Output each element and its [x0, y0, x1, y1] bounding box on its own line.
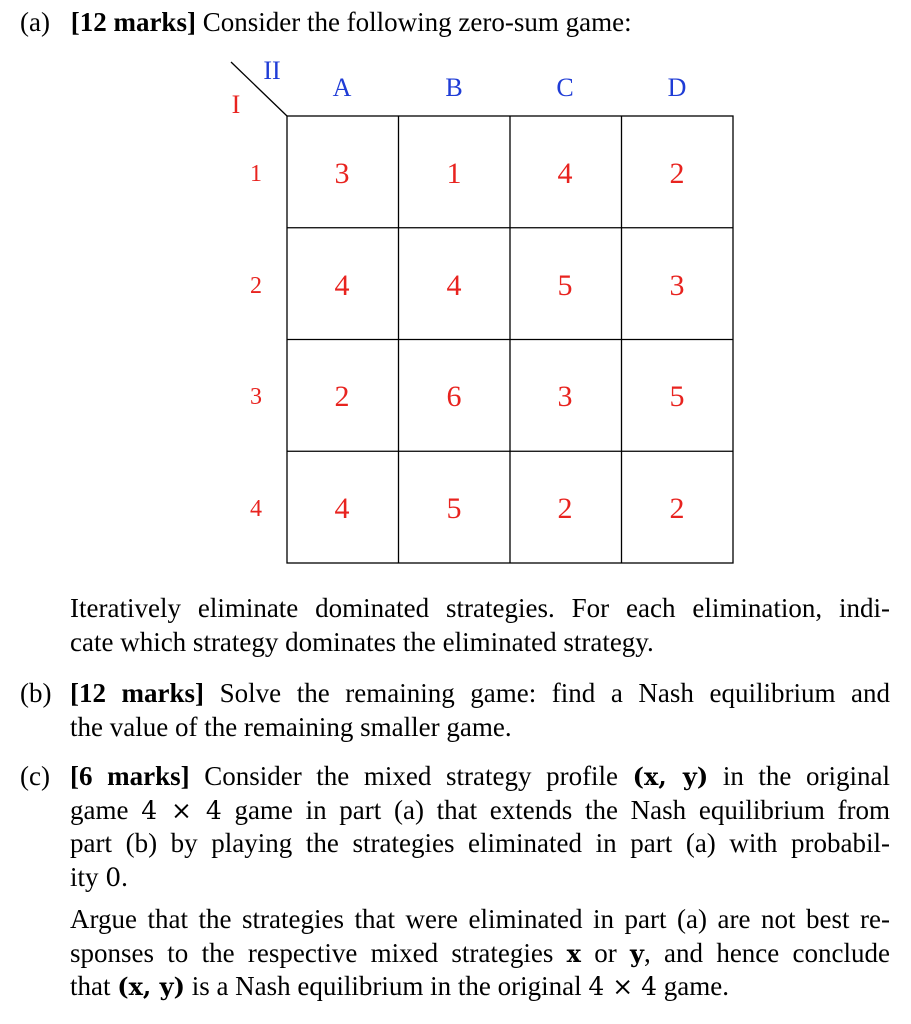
part-c-p2-line-2-post: , and hence conclude: [644, 937, 891, 968]
part-b-line-2: the value of the remaining smaller game.: [70, 711, 512, 742]
strategy-y-math: y: [630, 938, 644, 968]
part-c: [20, 760, 890, 1004]
payoff-1-b: 1: [446, 157, 462, 190]
part-a-intro: Consider the following zero-sum game:: [202, 7, 632, 37]
game-size-math: 4 × 4: [141, 795, 222, 825]
part-a-instruction-line-1: Iteratively eliminate dominated strategies. For each elimination, indi-: [70, 593, 890, 623]
payoff-3-d: 5: [669, 380, 685, 413]
part-a-marks: [12 marks]: [70, 7, 196, 37]
row-label-4: 4: [250, 496, 262, 522]
payoff-1-a: 3: [334, 157, 350, 190]
part-c-line-4-pre: ity: [70, 861, 99, 892]
payoff-2-a: 4: [334, 269, 350, 302]
payoff-4-d: 2: [669, 492, 685, 525]
part-c-p2-line-3-post: game.: [663, 971, 730, 1001]
part-c-line-1: [70, 760, 890, 794]
part-c-line-2: [70, 794, 890, 828]
payoff-1-c: 4: [557, 157, 573, 190]
game-size-math-2: 4 × 4: [588, 972, 658, 1001]
part-c-line-1-post: in the original: [722, 761, 890, 791]
part-c-p2-line-2-pre: sponses to the respective mixed strategies: [70, 937, 554, 968]
part-c-line-4-post: .: [121, 861, 128, 892]
part-c-line-1-pre: Consider the mixed strategy profile: [204, 761, 619, 791]
part-c-p2-line-3: [70, 970, 890, 1004]
part-c-p2-line-3-mid: is a Nash equilibrium in the original: [191, 971, 582, 1001]
part-b-line-1-text: Solve the remaining game: find a Nash equilibrium and: [219, 678, 891, 708]
grid: [287, 116, 733, 563]
part-c-line-2-pre: game: [70, 794, 129, 825]
part-b-label: (b): [20, 678, 52, 708]
player-col-label: II: [263, 56, 281, 85]
payoff-1-d: 2: [669, 157, 685, 190]
part-c-label: (c): [20, 761, 50, 791]
column-label-a: A: [332, 73, 352, 102]
payoff-3-c: 3: [557, 380, 573, 413]
payoff-3-b: 6: [446, 380, 462, 413]
part-c-marks: [6 marks]: [70, 761, 190, 791]
payoff-4-b: 5: [446, 492, 462, 525]
payoff-2-d: 3: [669, 269, 685, 302]
part-c-p2-line-2: [70, 937, 890, 971]
part-a-label: (a): [20, 7, 50, 37]
row-label-2: 2: [250, 273, 262, 299]
part-c-line-2-post: game in part (a) that extends the Nash equilibrium from: [234, 794, 891, 825]
part-c-p2-line-3-pre: that: [70, 971, 111, 1001]
part-a-instruction-line-2: cate which strategy dominates the eliminated strategy.: [70, 626, 654, 657]
payoff-3-a: 2: [334, 380, 350, 413]
part-a-instruction: [70, 592, 890, 659]
part-c-line-3: part (b) by playing the strategies eliminated in part (a) with probabil-: [70, 828, 890, 858]
column-label-d: D: [667, 73, 687, 102]
part-c-p2-line-1: Argue that the strategies that were eliminated in part (a) are not best re-: [70, 904, 890, 934]
row-label-3: 3: [250, 384, 262, 410]
strategy-x-math: x: [566, 938, 581, 968]
part-c-p2-or: or: [594, 937, 617, 968]
payoff-4-c: 2: [557, 492, 573, 525]
payoff-2-c: 5: [557, 269, 573, 302]
profile-xy-math-2: (x, y): [117, 972, 185, 1001]
payoff-2-b: 4: [446, 269, 462, 302]
profile-xy-math: (x, y): [632, 762, 709, 791]
part-b-line-1: [70, 677, 890, 711]
column-label-b: B: [445, 73, 463, 102]
probability-zero-math: 0: [105, 862, 122, 892]
part-b: [20, 677, 890, 744]
part-b-marks: [12 marks]: [70, 678, 205, 708]
player-row-label: I: [231, 90, 241, 119]
column-label-c: C: [556, 73, 574, 102]
row-label-1: 1: [250, 161, 262, 187]
payoff-4-a: 4: [334, 492, 350, 525]
part-c-line-4: [70, 861, 890, 895]
